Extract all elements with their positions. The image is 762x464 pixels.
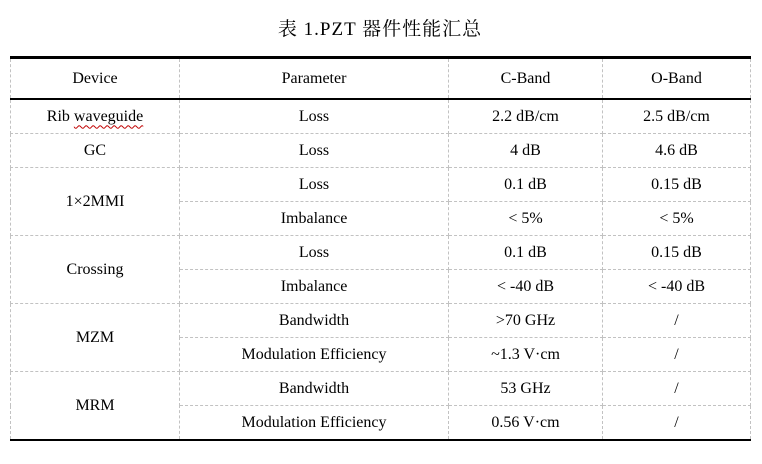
device-cell: MZM [11,304,180,372]
pzt-performance-table [10,56,751,441]
cband-cell: < -40 dB [449,270,603,304]
parameter-cell: Loss [180,134,449,168]
oband-cell: < 5% [603,202,751,236]
header-oband: O-Band [603,58,751,100]
cband-cell: >70 GHz [449,304,603,338]
oband-cell: 2.5 dB/cm [603,99,751,134]
parameter-cell: Loss [180,99,449,134]
oband-cell: / [603,372,751,406]
parameter-cell: Loss [180,168,449,202]
device-cell: Crossing [11,236,180,304]
parameter-cell: Modulation Efficiency [180,338,449,372]
device-cell: MRM [11,372,180,441]
parameter-cell: Imbalance [180,270,449,304]
oband-cell: 4.6 dB [603,134,751,168]
header-cband: C-Band [449,58,603,100]
cband-cell: 0.1 dB [449,168,603,202]
table-header-row [11,58,751,100]
parameter-cell: Bandwidth [180,372,449,406]
table-row [11,372,751,406]
parameter-cell: Modulation Efficiency [180,406,449,441]
cband-cell: 53 GHz [449,372,603,406]
device-cell: GC [11,134,180,168]
parameter-cell: Bandwidth [180,304,449,338]
cband-cell: < 5% [449,202,603,236]
table-row [11,134,751,168]
table-caption: 表 1.PZT 器件性能汇总 [277,19,483,40]
device-cell [11,99,180,134]
cband-cell: 0.1 dB [449,236,603,270]
table-row [11,99,751,134]
table-row [11,304,751,338]
cband-cell: ~1.3 V·cm [449,338,603,372]
cband-cell: 4 dB [449,134,603,168]
oband-cell: / [603,406,751,441]
table-row [11,236,751,270]
parameter-cell: Imbalance [180,202,449,236]
oband-cell: 0.15 dB [603,168,751,202]
parameter-cell: Loss [180,236,449,270]
device-word-spellcheck: waveguide [73,107,144,125]
oband-cell: 0.15 dB [603,236,751,270]
oband-cell: / [603,304,751,338]
table-row [11,168,751,202]
header-parameter: Parameter [180,58,449,100]
oband-cell: < -40 dB [603,270,751,304]
header-device: Device [11,58,180,100]
cband-cell: 2.2 dB/cm [449,99,603,134]
oband-cell: / [603,338,751,372]
device-cell: 1×2MMI [11,168,180,236]
device-word: Rib [46,107,70,125]
cband-cell: 0.56 V·cm [449,406,603,441]
